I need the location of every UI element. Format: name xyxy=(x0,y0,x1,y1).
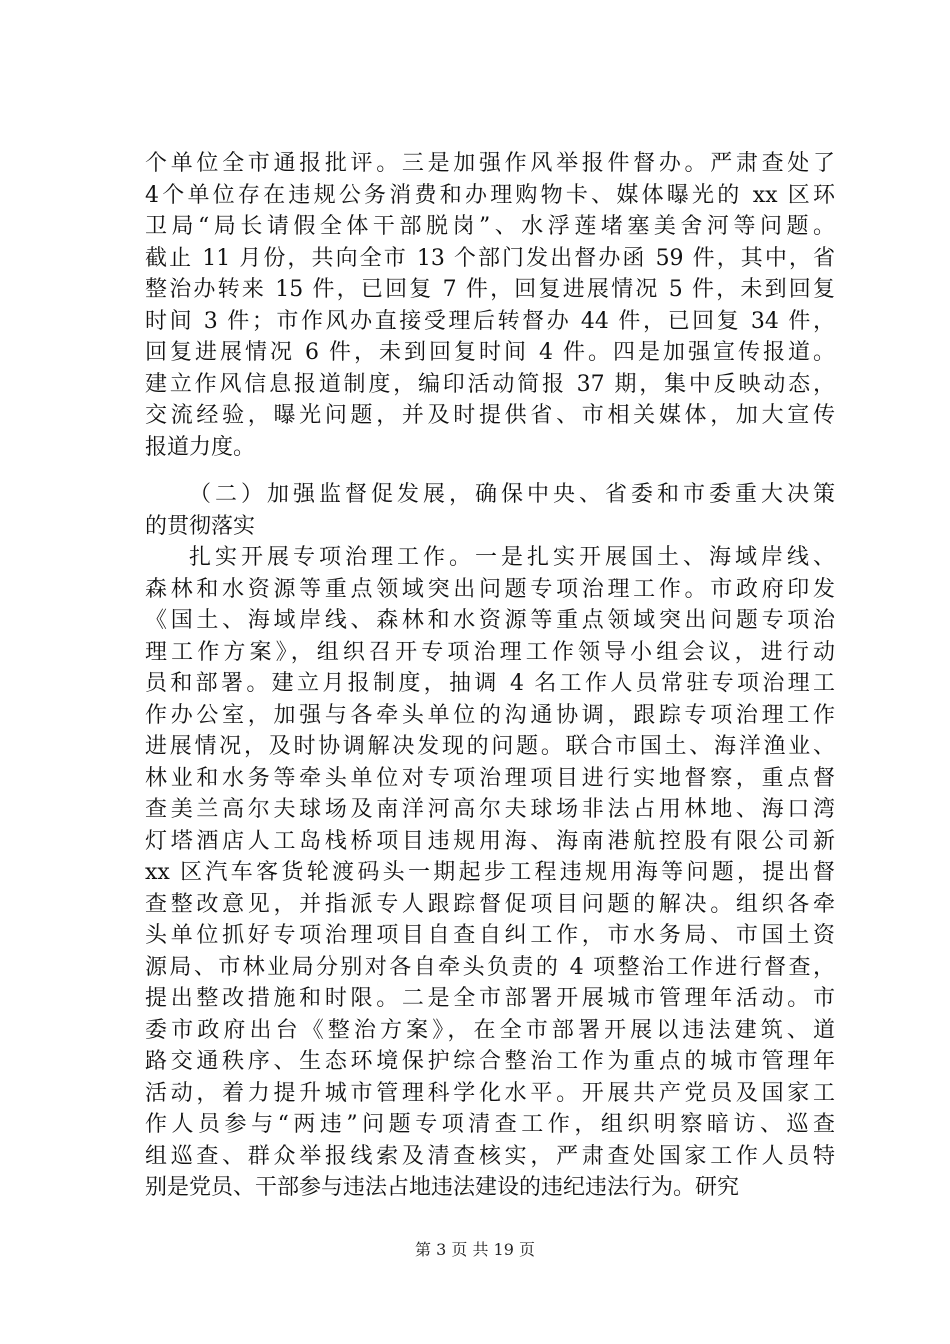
text-line: 建立作风信息报道制度，编印活动简报 37 期，集中反映动态， xyxy=(145,371,835,397)
text-line: 别是党员、干部参与违法占地违法建设的违纪违法行为。研究 xyxy=(145,1175,740,1200)
text-line: 扎实开展专项治理工作。一是扎实开展国土、海域岸线、 xyxy=(189,545,835,570)
text-line: 《国土、海域岸线、森林和水资源等重点领域突出问题专项治 xyxy=(145,608,835,633)
text-line: 林业和水务等牵头单位对专项治理项目进行实地督察，重点督 xyxy=(145,765,835,791)
text-line: 提出整改措施和时限。二是全市部署开展城市管理年活动。市 xyxy=(145,986,835,1011)
text-line: 员和部署。建立月报制度，抽调 4 名工作人员常驻专项治理工 xyxy=(145,671,835,696)
text-line: 查美兰高尔夫球场及南洋河高尔夫球场非法占用林地、海口湾 xyxy=(145,797,835,822)
text-line: 报道力度。 xyxy=(145,434,256,460)
text-line: 回复进展情况 6 件，未到回复时间 4 件。四是加强宣传报道。 xyxy=(145,340,835,365)
text-line: 时间 3 件；市作风办直接受理后转督办 44 件，已回复 34 件， xyxy=(145,308,835,334)
text-line: 头单位抓好专项治理项目自查自纠工作，市水务局、市国土资 xyxy=(145,923,835,948)
text-line: 组巡查、群众举报线索及清查核实，严肃查处国家工作人员特 xyxy=(145,1143,835,1169)
text-line: （二）加强监督促发展，确保中央、省委和市委重大决策 xyxy=(189,482,835,507)
text-line: 查整改意见，并指派专人跟踪督促项目问题的解决。组织各牵 xyxy=(145,891,835,917)
text-line: 灯塔酒店人工岛栈桥项目违规用海、海南港航控股有限公司新 xyxy=(145,828,835,854)
text-line: 的贯彻落实 xyxy=(145,513,256,539)
text-line: 截止 11 月份，共向全市 13 个部门发出督办函 59 件，其中，省 xyxy=(145,245,835,271)
text-line: 源局、市林业局分别对各自牵头负责的 4 项整治工作进行督查， xyxy=(145,954,835,980)
text-line: 活动，着力提升城市管理科学化水平。开展共产党员及国家工 xyxy=(145,1080,835,1106)
text-line: 路交通秩序、生态环境保护综合整治工作为重点的城市管理年 xyxy=(145,1049,835,1074)
text-line: 作办公室，加强与各牵头单位的沟通协调，跟踪专项治理工作 xyxy=(145,702,835,728)
text-line: 进展情况，及时协调解决发现的问题。联合市国土、海洋渔业、 xyxy=(145,734,835,759)
text-line: 4个单位存在违规公务消费和办理购物卡、媒体曝光的 xx 区环 xyxy=(145,182,835,208)
text-line: 整治办转来 15 件，已回复 7 件，回复进展情况 5 件，未到回复 xyxy=(145,277,835,302)
text-line: 交流经验，曝光问题，并及时提供省、市相关媒体，加大宣传 xyxy=(145,403,835,428)
page-footer: 第 3 页 共 19 页 xyxy=(415,1240,535,1259)
text-line: 卫局“局长请假全体干部脱岗”、水浮莲堵塞美舍河等问题。 xyxy=(145,214,835,239)
text-line: 理工作方案》，组织召开专项治理工作领导小组会议，进行动 xyxy=(145,639,835,665)
text-line: 森林和水资源等重点领域突出问题专项治理工作。市政府印发 xyxy=(145,576,835,602)
text-line: 委市政府出台《整治方案》，在全市部署开展以违法建筑、道 xyxy=(145,1017,835,1043)
text-line: 作人员参与“两违”问题专项清查工作，组织明察暗访、巡查 xyxy=(145,1112,835,1137)
text-line: 个单位全市通报批评。三是加强作风举报件督办。严肃查处了 xyxy=(145,151,835,176)
text-line: xx 区汽车客货轮渡码头一期起步工程违规用海等问题，提出督 xyxy=(145,860,835,885)
